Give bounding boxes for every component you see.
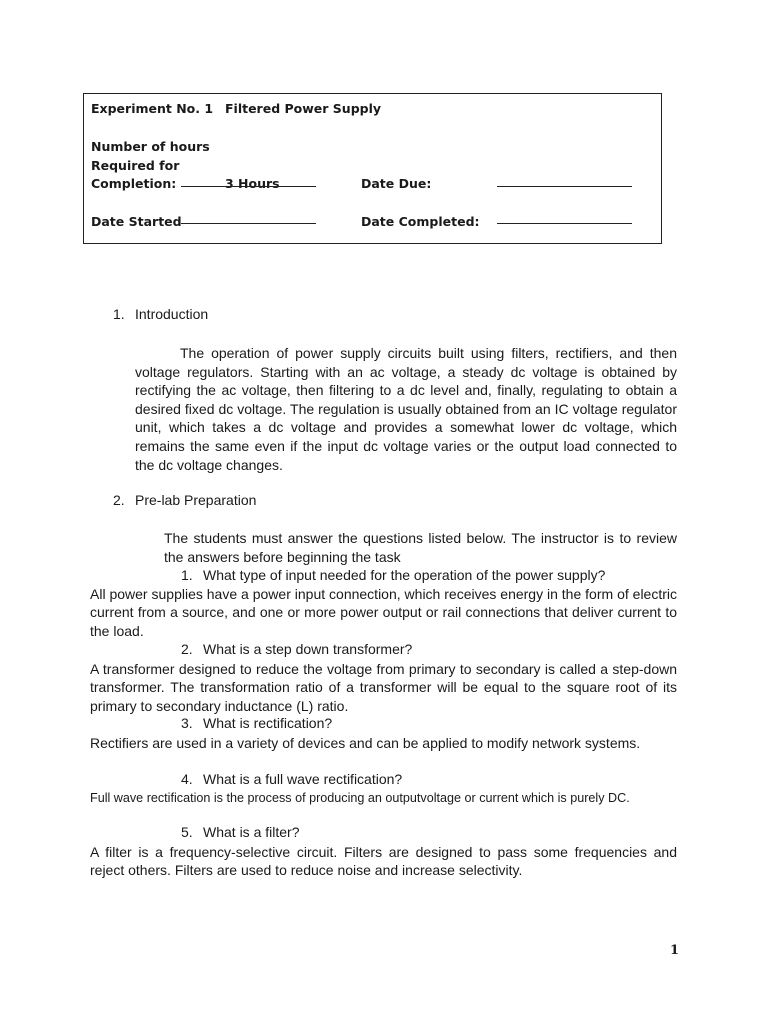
hours-label-line3: Completion: — [91, 176, 177, 191]
question-text: What type of input needed for the operation of the power supply? — [203, 567, 606, 583]
date-due-field[interactable] — [497, 186, 632, 187]
answer-text: A transformer designed to reduce the voltage from primary to secondary is called a step-down transformer. The transformation ratio of a transformer will be equal to the square root of its primary to secondary inductance (L) ratio. — [90, 661, 677, 714]
prelab-instructions: The students must answer the questions listed below. The instructor is to review the answers before beginning the task — [164, 530, 677, 565]
date-started-field[interactable] — [181, 223, 316, 224]
experiment-number-label: Experiment No. 1 — [91, 101, 214, 116]
question-number: 1. — [181, 567, 193, 583]
question-text: What is a full wave rectification? — [203, 771, 403, 787]
prelab-title: Pre-lab Preparation — [135, 492, 257, 508]
answer-text: Rectifiers are used in a variety of devices and can be applied to modify network systems. — [90, 735, 641, 751]
hours-value: 3 Hours — [225, 176, 280, 191]
date-completed-field[interactable] — [497, 223, 632, 224]
question-text: What is a filter? — [203, 824, 300, 840]
answer-text: All power supplies have a power input connection, which receives energy in the form of electric current from a source, and one or more power output or rail connections that deliver current to the load. — [90, 586, 677, 639]
intro-title: Introduction — [135, 306, 209, 322]
date-completed-label: Date Completed: — [361, 214, 480, 229]
question-number: 3. — [181, 715, 193, 731]
date-started-label: Date Started — [91, 214, 182, 229]
experiment-title: Filtered Power Supply — [225, 101, 382, 116]
hours-underline — [181, 186, 316, 187]
experiment-header-box — [83, 93, 662, 244]
question-number: 4. — [181, 771, 193, 787]
answer-text: Full wave rectification is the process of producing an outputvoltage or current which is purely DC. — [90, 791, 630, 805]
answer-text: A filter is a frequency-selective circuit. Filters are designed to pass some frequencies and reject others. Filters are used to reduce noise and increase selectivity. — [90, 844, 677, 879]
question-number: 5. — [181, 824, 193, 840]
question-text: What is a step down transformer? — [203, 641, 413, 657]
intro-paragraph: The operation of power supply circuits built using filters, rectifiers, and then voltage regulators. Starting with an ac voltage, a steady dc voltage is obtained by rectifying the ac voltage, then filtering to a dc level and, finally, regulating to obtain a desired fixed dc voltage. The regulation is usually obtained from an IC voltage regulator unit, which takes a dc voltage and provides a somewhat lower dc voltage, which remains the same even if the input dc voltage varies or the output load connected to the dc voltage changes. — [135, 345, 677, 473]
intro-number: 1. — [113, 306, 125, 322]
prelab-number: 2. — [113, 492, 125, 508]
question-number: 2. — [181, 641, 193, 657]
question-text: What is rectification? — [203, 715, 333, 731]
date-due-label: Date Due: — [361, 176, 432, 191]
page-number: 1 — [670, 943, 680, 958]
hours-label-line2: Required for — [91, 158, 180, 173]
hours-label-line1: Number of hours — [91, 139, 210, 154]
